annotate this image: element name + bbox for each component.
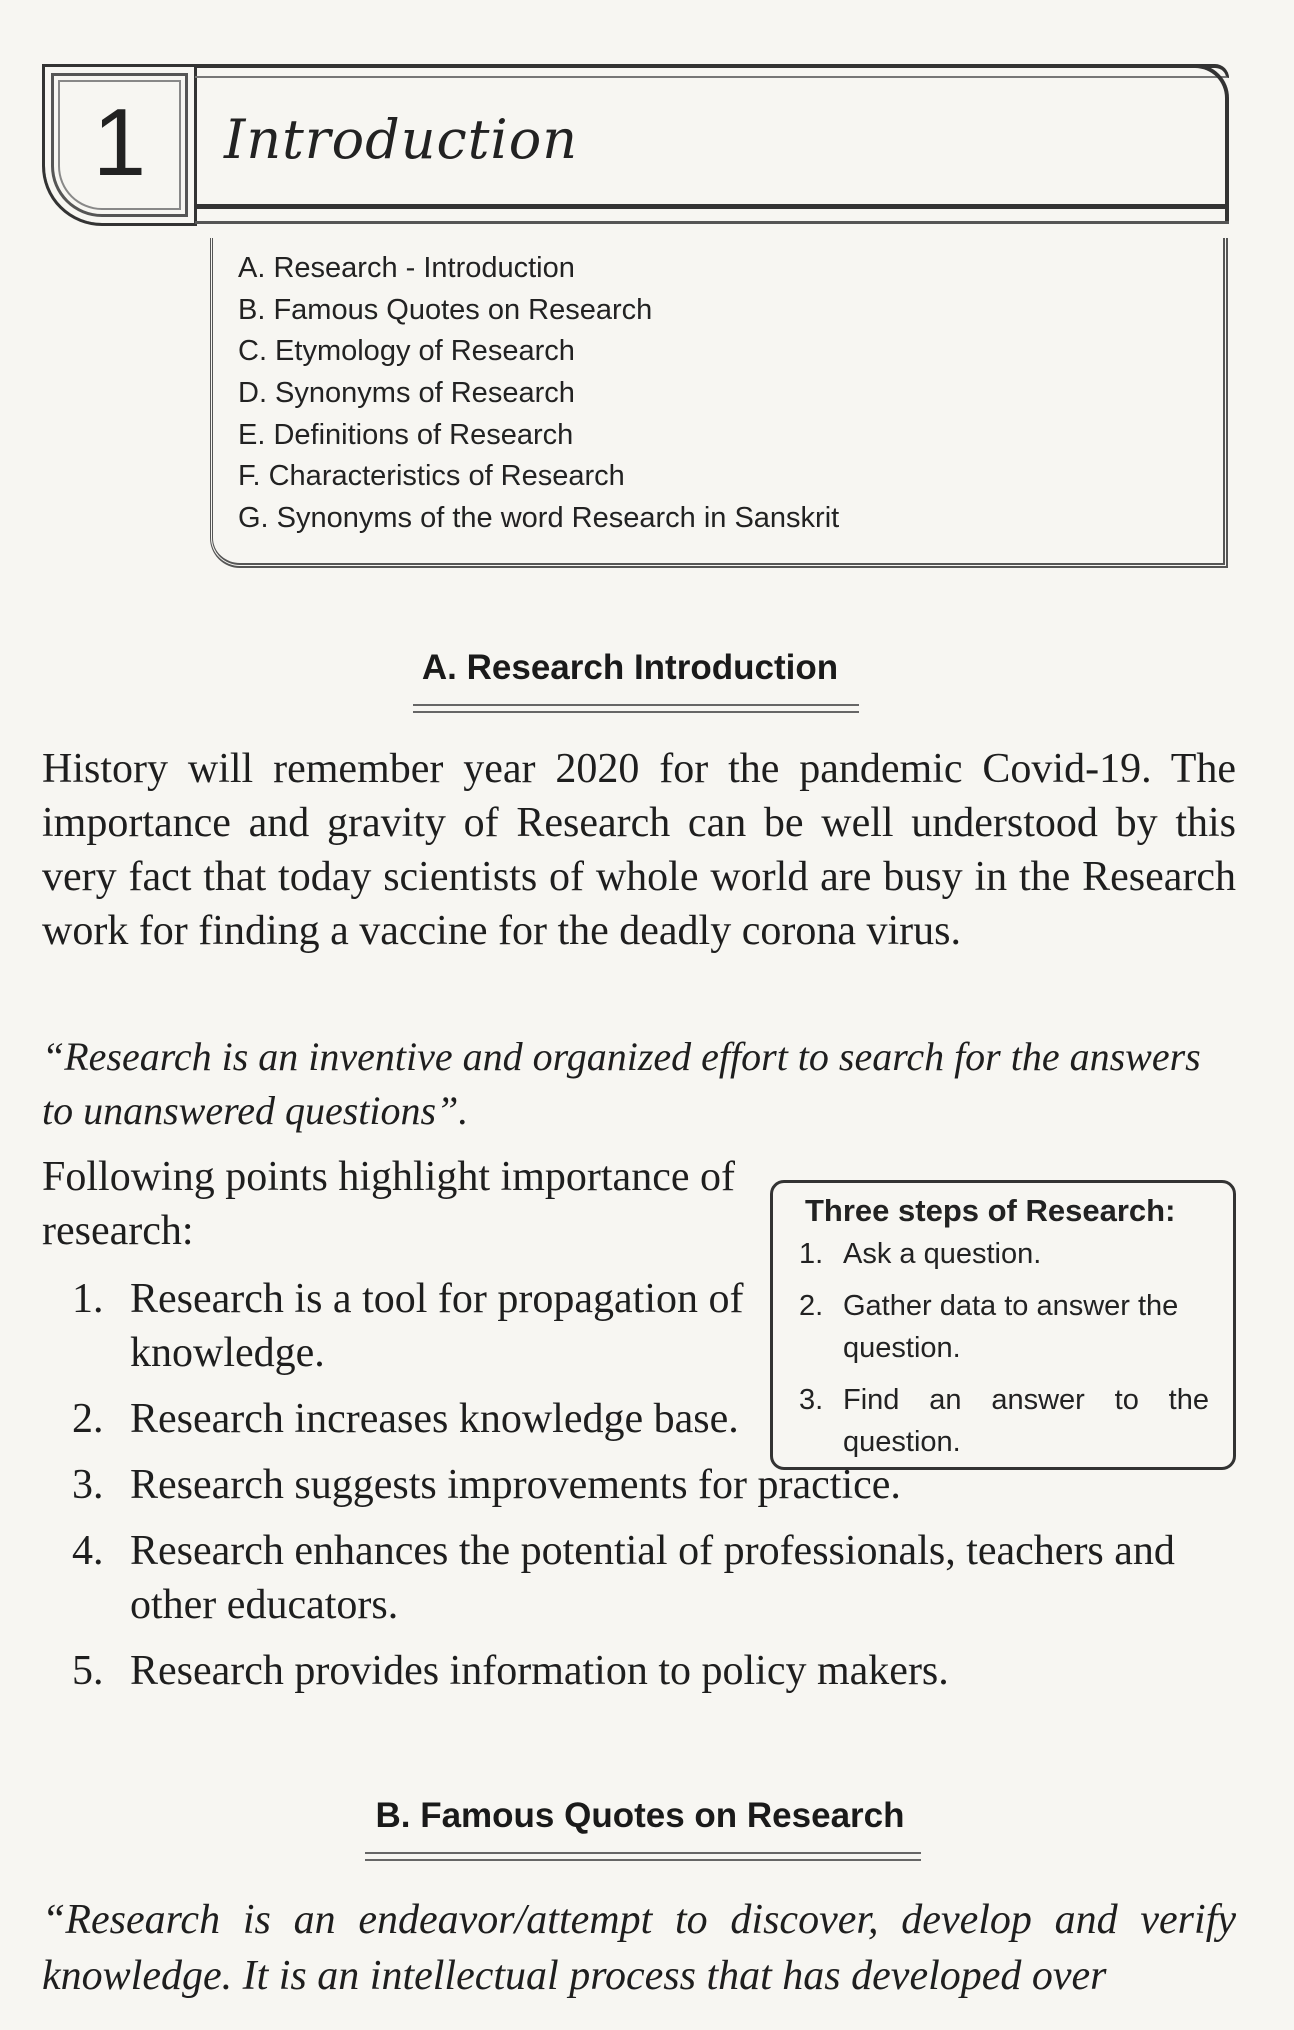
chapter-title: Introduction bbox=[224, 108, 578, 171]
item-number: 1. bbox=[799, 1238, 824, 1270]
section-a-heading: A. Research Introduction bbox=[421, 648, 839, 687]
list-item bbox=[799, 1285, 1209, 1369]
list-item bbox=[72, 1524, 1240, 1632]
item-number: 2. bbox=[799, 1290, 824, 1322]
toc-item: C. Etymology of Research bbox=[238, 335, 575, 368]
research-quote: “Research is an inventive and organized effort to search for the answers to unanswered questions”. bbox=[42, 1034, 1201, 1133]
item-text: Gather data to answer the question. bbox=[843, 1290, 1179, 1364]
item-text: Research enhances the potential of professionals, teachers and other educators. bbox=[130, 1528, 1175, 1628]
title-band-top bbox=[195, 64, 1229, 78]
title-band-corner bbox=[1195, 64, 1229, 224]
item-number: 1. bbox=[72, 1276, 104, 1322]
famous-quote: “Research is an endeavor/attempt to discover, develop and verify knowledge. It is an intellectual process that has developed over bbox=[42, 1897, 1236, 1999]
item-text: Research is a tool for propagation of knowledge. bbox=[130, 1276, 744, 1376]
steps-list bbox=[799, 1233, 1209, 1473]
item-number: 2. bbox=[72, 1396, 104, 1442]
list-item bbox=[799, 1233, 1209, 1275]
list-item bbox=[72, 1272, 820, 1380]
item-number: 3. bbox=[799, 1384, 824, 1416]
toc-item: G. Synonyms of the word Research in Sanskrit bbox=[238, 502, 840, 535]
toc-item: F. Characteristics of Research bbox=[238, 460, 625, 493]
item-text: Research increases knowledge base. bbox=[130, 1396, 739, 1442]
toc-item: E. Definitions of Research bbox=[238, 418, 574, 451]
toc-item: A. Research - Introduction bbox=[238, 252, 575, 284]
item-number: 5. bbox=[72, 1648, 104, 1694]
list-item bbox=[72, 1644, 1230, 1698]
list-item bbox=[799, 1379, 1209, 1463]
title-band-bottom bbox=[195, 204, 1229, 224]
three-steps-box bbox=[770, 1180, 1236, 1470]
item-text: Find an answer to the question. bbox=[843, 1384, 1209, 1458]
chapter-number: 1 bbox=[92, 89, 147, 196]
toc-item: B. Famous Quotes on Research bbox=[238, 293, 653, 326]
importance-lead: Following points highlight importance of research: bbox=[42, 1154, 735, 1254]
list-item bbox=[72, 1392, 820, 1446]
toc-item: D. Synonyms of Research bbox=[238, 377, 575, 410]
steps-box-title: Three steps of Research: bbox=[805, 1193, 1176, 1228]
table-of-contents bbox=[238, 248, 839, 540]
item-number: 3. bbox=[72, 1462, 104, 1508]
item-text: Ask a question. bbox=[843, 1238, 1042, 1270]
section-a-underline bbox=[413, 704, 859, 713]
intro-paragraph: History will remember year 2020 for the pandemic Covid-19. The importance and gravity of Research can be well understood by this very fact that today scientists of whole world are busy in the Research work for finding a vaccine for the deadly corona virus. bbox=[42, 746, 1236, 954]
section-b-underline bbox=[365, 1852, 921, 1861]
item-number: 4. bbox=[72, 1528, 104, 1574]
item-text: Research suggests improvements for practice. bbox=[130, 1462, 901, 1508]
item-text: Research provides information to policy makers. bbox=[130, 1648, 949, 1694]
section-b-heading: B. Famous Quotes on Research bbox=[375, 1796, 905, 1835]
